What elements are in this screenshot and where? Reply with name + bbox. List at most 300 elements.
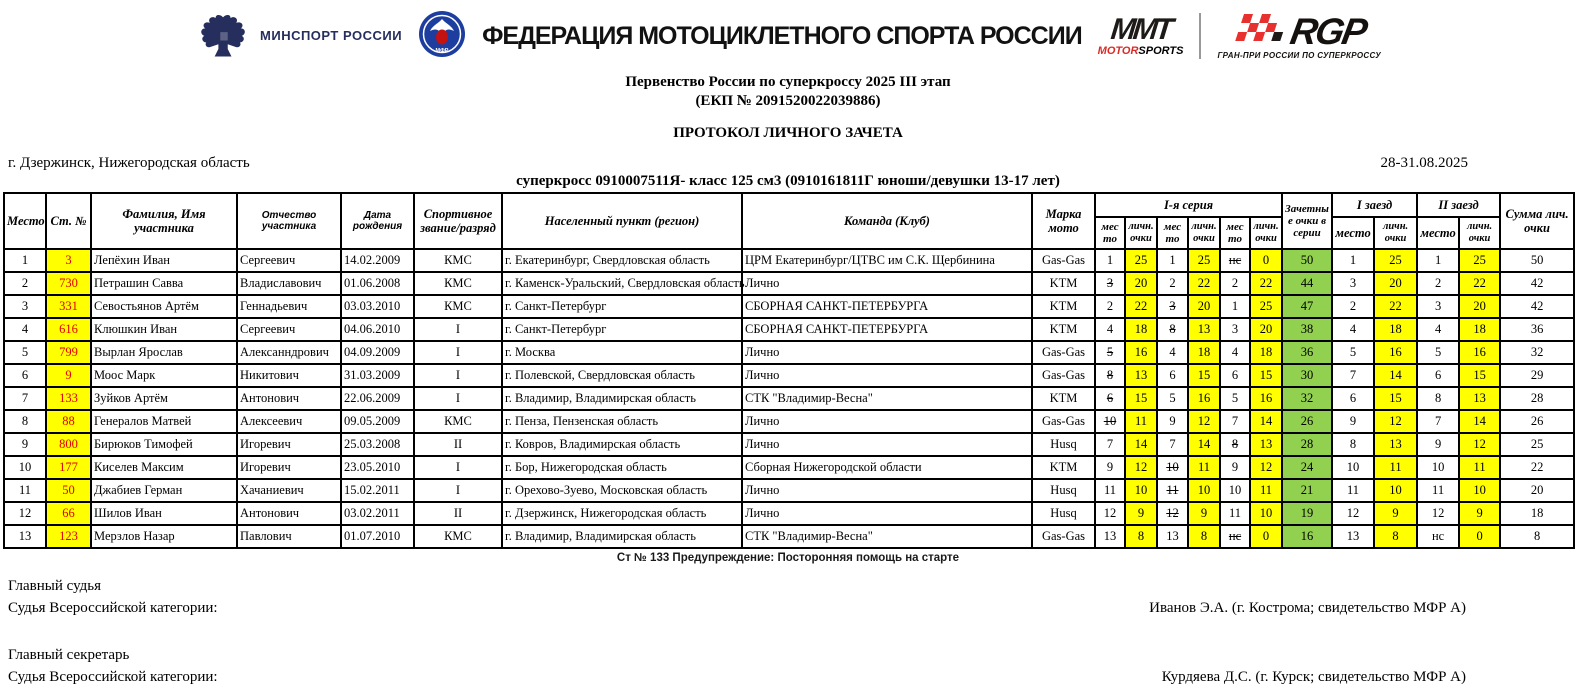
col-name: Фамилия, Имя участника <box>91 193 237 249</box>
official-category: Судья Всероссийской категории: <box>8 600 218 616</box>
cell-patronymic: Никитович <box>237 364 341 387</box>
cell-patronymic: Владиславович <box>237 272 341 295</box>
cell-name: Вырлан Ярослав <box>91 341 237 364</box>
cell-start-number: 88 <box>46 410 91 433</box>
rgp-logo <box>1217 10 1381 60</box>
officials-block <box>0 578 1576 690</box>
cell-name: Генералов Матвей <box>91 410 237 433</box>
cell-patronymic: Сергеевич <box>237 249 341 272</box>
cell-race1-place: 1 <box>1332 249 1374 272</box>
cell-place: 11 <box>4 479 46 502</box>
cell-sum: 28 <box>1500 387 1574 410</box>
table-row <box>4 272 1574 295</box>
cell-series-points: 16 <box>1188 387 1220 410</box>
cell-dob: 25.03.2008 <box>341 433 414 456</box>
table-row <box>4 502 1574 525</box>
cell-race1-points: 15 <box>1374 387 1417 410</box>
cell-race2-points: 14 <box>1459 410 1500 433</box>
official-name: Курдяева Д.С. (г. Курск; свидетельство МФР А) <box>1161 669 1466 685</box>
table-row <box>4 410 1574 433</box>
cell-series-total: 50 <box>1282 249 1332 272</box>
cell-place: 7 <box>4 387 46 410</box>
cell-rank: КМС <box>414 249 502 272</box>
cell-series-place: 12 <box>1157 502 1188 525</box>
cell-sum: 26 <box>1500 410 1574 433</box>
cell-race1-place: 11 <box>1332 479 1374 502</box>
cell-dob: 04.09.2009 <box>341 341 414 364</box>
cell-start-number: 66 <box>46 502 91 525</box>
cell-start-number: 9 <box>46 364 91 387</box>
cell-race2-points: 18 <box>1459 318 1500 341</box>
table-row <box>4 318 1574 341</box>
col-city: Населенный пункт (регион) <box>502 193 742 249</box>
cell-series-place: 1 <box>1095 249 1125 272</box>
cell-race2-place: 12 <box>1417 502 1459 525</box>
cell-name: Петрашин Савва <box>91 272 237 295</box>
rgp-checker-icon <box>1234 14 1286 50</box>
cell-series-total: 26 <box>1282 410 1332 433</box>
table-row <box>4 295 1574 318</box>
cell-series-points: 12 <box>1125 456 1157 479</box>
cell-team: СТК "Владимир-Весна" <box>742 525 1032 548</box>
cell-team: Лично <box>742 479 1032 502</box>
col-race2-pts: личн. очки <box>1459 217 1500 249</box>
cell-series-place: 5 <box>1095 341 1125 364</box>
cell-series-total: 36 <box>1282 341 1332 364</box>
cell-race2-points: 0 <box>1459 525 1500 548</box>
cell-team: ЦРМ Екатеринбург/ЦТВС им С.К. Щербинина <box>742 249 1032 272</box>
cell-series-points: 20 <box>1125 272 1157 295</box>
cell-series-points: 25 <box>1188 249 1220 272</box>
cell-patronymic: Хачаниевич <box>237 479 341 502</box>
cell-start-number: 3 <box>46 249 91 272</box>
cell-start-number: 799 <box>46 341 91 364</box>
cell-place: 3 <box>4 295 46 318</box>
cell-name: Зуйков Артём <box>91 387 237 410</box>
col-dob: Дата рождения <box>341 193 414 249</box>
cell-race1-place: 3 <box>1332 272 1374 295</box>
cell-series-place: 7 <box>1220 410 1250 433</box>
mmt-wordmark: ММТ <box>1109 13 1173 46</box>
cell-series-points: 11 <box>1125 410 1157 433</box>
cell-series-place: 1 <box>1157 249 1188 272</box>
meta-row <box>0 155 1576 172</box>
col-series-place-3: место <box>1220 217 1250 249</box>
cell-city: г. Москва <box>502 341 742 364</box>
cell-series-points: 10 <box>1125 479 1157 502</box>
cell-series-points: 15 <box>1125 387 1157 410</box>
cell-race2-points: 13 <box>1459 387 1500 410</box>
cell-race2-place: 5 <box>1417 341 1459 364</box>
cell-series-points: 14 <box>1125 433 1157 456</box>
cell-rank: КМС <box>414 295 502 318</box>
cell-series-points: 18 <box>1250 341 1282 364</box>
cell-rank: I <box>414 341 502 364</box>
cell-start-number: 800 <box>46 433 91 456</box>
cell-series-place: 5 <box>1220 387 1250 410</box>
cell-start-number: 616 <box>46 318 91 341</box>
cell-series-place: 12 <box>1095 502 1125 525</box>
cell-series-place: 3 <box>1095 272 1125 295</box>
table-row <box>4 433 1574 456</box>
mmt-sports-text: SPORTS <box>1138 45 1184 57</box>
col-team: Команда (Клуб) <box>742 193 1032 249</box>
cell-series-total: 28 <box>1282 433 1332 456</box>
event-title: Первенство России по суперкроссу 2025 III этап <box>625 74 951 90</box>
event-dates: 28-31.08.2025 <box>1380 155 1468 171</box>
cell-race2-place: 9 <box>1417 433 1459 456</box>
cell-sum: 8 <box>1500 525 1574 548</box>
cell-race2-place: 1 <box>1417 249 1459 272</box>
cell-rank: КМС <box>414 272 502 295</box>
cell-series-place: 4 <box>1095 318 1125 341</box>
table-row <box>4 249 1574 272</box>
cell-race1-place: 9 <box>1332 410 1374 433</box>
cell-series-place: 9 <box>1095 456 1125 479</box>
table-row <box>4 456 1574 479</box>
cell-team: СБОРНАЯ САНКТ-ПЕТЕРБУРГА <box>742 295 1032 318</box>
cell-city: г. Владимир, Владимирская область <box>502 525 742 548</box>
cell-series-total: 24 <box>1282 456 1332 479</box>
cell-series-place: нс <box>1220 525 1250 548</box>
cell-series-place: 4 <box>1220 341 1250 364</box>
table-row <box>4 525 1574 548</box>
cell-dob: 23.05.2010 <box>341 456 414 479</box>
mmt-motor-text: MOTOR <box>1097 45 1139 57</box>
rgp-wordmark: RGP <box>1287 10 1369 52</box>
cell-dob: 04.06.2010 <box>341 318 414 341</box>
event-ekp-number: (ЕКП № 2091520022039886) <box>695 93 881 109</box>
cell-moto: Husq <box>1032 502 1095 525</box>
cell-team: Лично <box>742 410 1032 433</box>
cell-place: 4 <box>4 318 46 341</box>
logo-strip <box>0 0 1576 67</box>
cell-sum: 42 <box>1500 272 1574 295</box>
cell-place: 10 <box>4 456 46 479</box>
cell-series-place: 6 <box>1095 387 1125 410</box>
cell-city: г. Владимир, Владимирская область <box>502 387 742 410</box>
cell-series-points: 14 <box>1250 410 1282 433</box>
cell-series-place: 13 <box>1095 525 1125 548</box>
cell-patronymic: Геннадьевич <box>237 295 341 318</box>
cell-race1-points: 14 <box>1374 364 1417 387</box>
cell-start-number: 730 <box>46 272 91 295</box>
official-role: Главный судья <box>8 578 102 594</box>
cell-dob: 03.03.2010 <box>341 295 414 318</box>
cell-patronymic: Игоревич <box>237 433 341 456</box>
cell-series-points: 18 <box>1188 341 1220 364</box>
cell-patronymic: Павлович <box>237 525 341 548</box>
cell-series-points: 12 <box>1250 456 1282 479</box>
cell-series-total: 19 <box>1282 502 1332 525</box>
cell-series-place: 8 <box>1220 433 1250 456</box>
cell-series-points: 18 <box>1125 318 1157 341</box>
cell-start-number: 177 <box>46 456 91 479</box>
cell-patronymic: Алексеевич <box>237 410 341 433</box>
cell-race2-place: 11 <box>1417 479 1459 502</box>
cell-team: Сборная Нижегородской области <box>742 456 1032 479</box>
cell-sum: 42 <box>1500 295 1574 318</box>
cell-series-points: 10 <box>1188 479 1220 502</box>
cell-city: г. Дзержинск, Нижегородская область <box>502 502 742 525</box>
cell-city: г. Санкт-Петербург <box>502 295 742 318</box>
col-race2-place: место <box>1417 217 1459 249</box>
results-table <box>3 192 1575 549</box>
rgp-caption: ГРАН-ПРИ РОССИИ ПО СУПЕРКРОССУ <box>1217 50 1381 60</box>
cell-race2-points: 25 <box>1459 249 1500 272</box>
cell-rank: I <box>414 364 502 387</box>
cell-rank: I <box>414 479 502 502</box>
cell-sum: 20 <box>1500 479 1574 502</box>
col-series-place-1: место <box>1095 217 1125 249</box>
cell-rank: КМС <box>414 410 502 433</box>
cell-race2-points: 15 <box>1459 364 1500 387</box>
cell-series-points: 8 <box>1188 525 1220 548</box>
cell-team: Лично <box>742 502 1032 525</box>
cell-series-place: 10 <box>1157 456 1188 479</box>
cell-series-place: 3 <box>1220 318 1250 341</box>
cell-sum: 32 <box>1500 341 1574 364</box>
cell-race2-points: 9 <box>1459 502 1500 525</box>
cell-series-points: 25 <box>1250 295 1282 318</box>
cell-race1-place: 8 <box>1332 433 1374 456</box>
cell-series-total: 47 <box>1282 295 1332 318</box>
cell-series-points: 13 <box>1250 433 1282 456</box>
cell-race1-points: 25 <box>1374 249 1417 272</box>
cell-race1-points: 12 <box>1374 410 1417 433</box>
cell-series-points: 10 <box>1250 502 1282 525</box>
cell-series-points: 13 <box>1125 364 1157 387</box>
col-series: I-я серия <box>1095 193 1282 217</box>
minsport-label: МИНСПОРТ РОССИИ <box>260 28 403 44</box>
cell-rank: II <box>414 502 502 525</box>
cell-moto: KTM <box>1032 295 1095 318</box>
cell-race2-place: нс <box>1417 525 1459 548</box>
table-header <box>4 193 1574 249</box>
cell-moto: KTM <box>1032 387 1095 410</box>
cell-race1-points: 8 <box>1374 525 1417 548</box>
cell-race2-points: 20 <box>1459 295 1500 318</box>
cell-sum: 22 <box>1500 456 1574 479</box>
cell-race2-points: 22 <box>1459 272 1500 295</box>
warning-note: Ст № 133 Предупреждение: Посторонняя помощь на старте <box>616 552 960 564</box>
cell-dob: 22.06.2009 <box>341 387 414 410</box>
cell-series-points: 15 <box>1250 364 1282 387</box>
cell-series-total: 30 <box>1282 364 1332 387</box>
cell-series-points: 20 <box>1188 295 1220 318</box>
col-start-number: Ст. № <box>46 193 91 249</box>
protocol-title: ПРОТОКОЛ ЛИЧНОГО ЗАЧЕТА <box>673 125 903 141</box>
cell-start-number: 123 <box>46 525 91 548</box>
cell-series-place: нс <box>1220 249 1250 272</box>
col-race1: I заезд <box>1332 193 1417 217</box>
cell-name: Севостьянов Артём <box>91 295 237 318</box>
cell-series-place: 6 <box>1157 364 1188 387</box>
cell-series-points: 25 <box>1125 249 1157 272</box>
cell-patronymic: Алексанндрович <box>237 341 341 364</box>
cell-series-place: 4 <box>1157 341 1188 364</box>
cell-name: Шилов Иван <box>91 502 237 525</box>
cell-race1-points: 13 <box>1374 433 1417 456</box>
cell-moto: Gas-Gas <box>1032 364 1095 387</box>
cell-sum: 50 <box>1500 249 1574 272</box>
cell-race2-place: 8 <box>1417 387 1459 410</box>
cell-series-points: 22 <box>1188 272 1220 295</box>
results-tbody <box>4 249 1574 548</box>
cell-moto: Gas-Gas <box>1032 525 1095 548</box>
cell-series-points: 0 <box>1250 249 1282 272</box>
cell-series-place: 6 <box>1220 364 1250 387</box>
cell-series-total: 38 <box>1282 318 1332 341</box>
cell-patronymic: Антонович <box>237 387 341 410</box>
cell-name: Джабиев Герман <box>91 479 237 502</box>
cell-series-total: 32 <box>1282 387 1332 410</box>
col-sum: Сумма лич. очки <box>1500 193 1574 249</box>
cell-series-points: 15 <box>1188 364 1220 387</box>
cell-start-number: 331 <box>46 295 91 318</box>
cell-sum: 25 <box>1500 433 1574 456</box>
mmt-caption <box>1098 46 1184 57</box>
cell-sum: 36 <box>1500 318 1574 341</box>
cell-city: г. Санкт-Петербург <box>502 318 742 341</box>
cell-city: г. Ковров, Владимирская область <box>502 433 742 456</box>
cell-moto: Husq <box>1032 479 1095 502</box>
cell-series-total: 16 <box>1282 525 1332 548</box>
cell-team: СБОРНАЯ САНКТ-ПЕТЕРБУРГА <box>742 318 1032 341</box>
cell-series-points: 9 <box>1188 502 1220 525</box>
cell-series-points: 14 <box>1188 433 1220 456</box>
cell-dob: 31.03.2009 <box>341 364 414 387</box>
col-rank: Спортивное звание/разряд <box>414 193 502 249</box>
cell-place: 13 <box>4 525 46 548</box>
cell-series-place: 10 <box>1220 479 1250 502</box>
cell-name: Клюшкин Иван <box>91 318 237 341</box>
table-row <box>4 341 1574 364</box>
col-race1-pts: личн. очки <box>1374 217 1417 249</box>
cell-race1-points: 9 <box>1374 502 1417 525</box>
cell-race1-place: 13 <box>1332 525 1374 548</box>
class-title: суперкросс 0910007511Я- класс 125 см3 (0910161811Г юноши/девушки 13-17 лет) <box>516 173 1060 189</box>
cell-race1-place: 12 <box>1332 502 1374 525</box>
cell-place: 1 <box>4 249 46 272</box>
cell-race1-points: 18 <box>1374 318 1417 341</box>
cell-series-total: 44 <box>1282 272 1332 295</box>
cell-city: г. Бор, Нижегородская область <box>502 456 742 479</box>
cell-race1-place: 5 <box>1332 341 1374 364</box>
col-series-total: Зачетные очки в серии <box>1282 193 1332 249</box>
cell-patronymic: Антонович <box>237 502 341 525</box>
mfr-round-icon <box>418 10 466 63</box>
cell-moto: KTM <box>1032 272 1095 295</box>
cell-team: Лично <box>742 364 1032 387</box>
cell-race1-points: 11 <box>1374 456 1417 479</box>
cell-team: Лично <box>742 341 1032 364</box>
cell-series-points: 22 <box>1250 272 1282 295</box>
cell-rank: КМС <box>414 525 502 548</box>
cell-race1-points: 10 <box>1374 479 1417 502</box>
cell-series-place: 7 <box>1095 433 1125 456</box>
document-titles <box>0 74 1576 142</box>
cell-race1-place: 6 <box>1332 387 1374 410</box>
cell-race2-points: 11 <box>1459 456 1500 479</box>
cell-race2-points: 12 <box>1459 433 1500 456</box>
cell-city: г. Пенза, Пензенская область <box>502 410 742 433</box>
cell-race2-place: 10 <box>1417 456 1459 479</box>
cell-series-place: 13 <box>1157 525 1188 548</box>
cell-series-place: 8 <box>1095 364 1125 387</box>
cell-series-points: 11 <box>1188 456 1220 479</box>
cell-place: 6 <box>4 364 46 387</box>
cell-series-place: 2 <box>1220 272 1250 295</box>
cell-dob: 01.06.2008 <box>341 272 414 295</box>
cell-series-place: 8 <box>1157 318 1188 341</box>
cell-series-place: 1 <box>1220 295 1250 318</box>
minsport-logo <box>195 9 402 64</box>
col-race2: II заезд <box>1417 193 1500 217</box>
cell-name: Лепёхин Иван <box>91 249 237 272</box>
cell-race1-points: 22 <box>1374 295 1417 318</box>
cell-name: Мерзлов Назар <box>91 525 237 548</box>
col-series-pts-3: личн. очки <box>1250 217 1282 249</box>
cell-series-points: 16 <box>1250 387 1282 410</box>
cell-series-place: 2 <box>1157 272 1188 295</box>
cell-series-points: 22 <box>1125 295 1157 318</box>
cell-place: 9 <box>4 433 46 456</box>
cell-series-place: 5 <box>1157 387 1188 410</box>
mmt-motorsports-logo <box>1098 15 1184 57</box>
cell-patronymic: Игоревич <box>237 456 341 479</box>
cell-series-place: 11 <box>1095 479 1125 502</box>
cell-series-points: 9 <box>1125 502 1157 525</box>
cell-series-points: 11 <box>1250 479 1282 502</box>
cell-moto: Gas-Gas <box>1032 410 1095 433</box>
cell-start-number: 50 <box>46 479 91 502</box>
cell-race1-points: 16 <box>1374 341 1417 364</box>
cell-race1-place: 10 <box>1332 456 1374 479</box>
cell-race2-place: 3 <box>1417 295 1459 318</box>
cell-rank: I <box>414 387 502 410</box>
cell-race1-place: 2 <box>1332 295 1374 318</box>
cell-race2-points: 10 <box>1459 479 1500 502</box>
cell-sum: 29 <box>1500 364 1574 387</box>
cell-moto: Gas-Gas <box>1032 249 1095 272</box>
cell-team: Лично <box>742 272 1032 295</box>
cell-series-place: 10 <box>1095 410 1125 433</box>
cell-series-points: 0 <box>1250 525 1282 548</box>
cell-series-points: 13 <box>1188 318 1220 341</box>
cell-race2-place: 4 <box>1417 318 1459 341</box>
cell-series-place: 3 <box>1157 295 1188 318</box>
cell-moto: Husq <box>1032 433 1095 456</box>
logo-divider <box>1199 13 1201 59</box>
table-row <box>4 364 1574 387</box>
cell-series-points: 8 <box>1125 525 1157 548</box>
col-series-place-2: место <box>1157 217 1188 249</box>
cell-name: Киселев Максим <box>91 456 237 479</box>
official-category: Судья Всероссийской категории: <box>8 669 218 685</box>
cell-team: Лично <box>742 433 1032 456</box>
cell-moto: Gas-Gas <box>1032 341 1095 364</box>
cell-series-points: 12 <box>1188 410 1220 433</box>
cell-race2-place: 6 <box>1417 364 1459 387</box>
cell-place: 5 <box>4 341 46 364</box>
cell-city: г. Полевской, Свердловская область <box>502 364 742 387</box>
cell-dob: 15.02.2011 <box>341 479 414 502</box>
official-name: Иванов Э.А. (г. Кострома; свидетельство МФР А) <box>1149 600 1466 616</box>
cell-city: г. Орехово-Зуево, Московская область <box>502 479 742 502</box>
cell-rank: I <box>414 456 502 479</box>
cell-team: СТК "Владимир-Весна" <box>742 387 1032 410</box>
